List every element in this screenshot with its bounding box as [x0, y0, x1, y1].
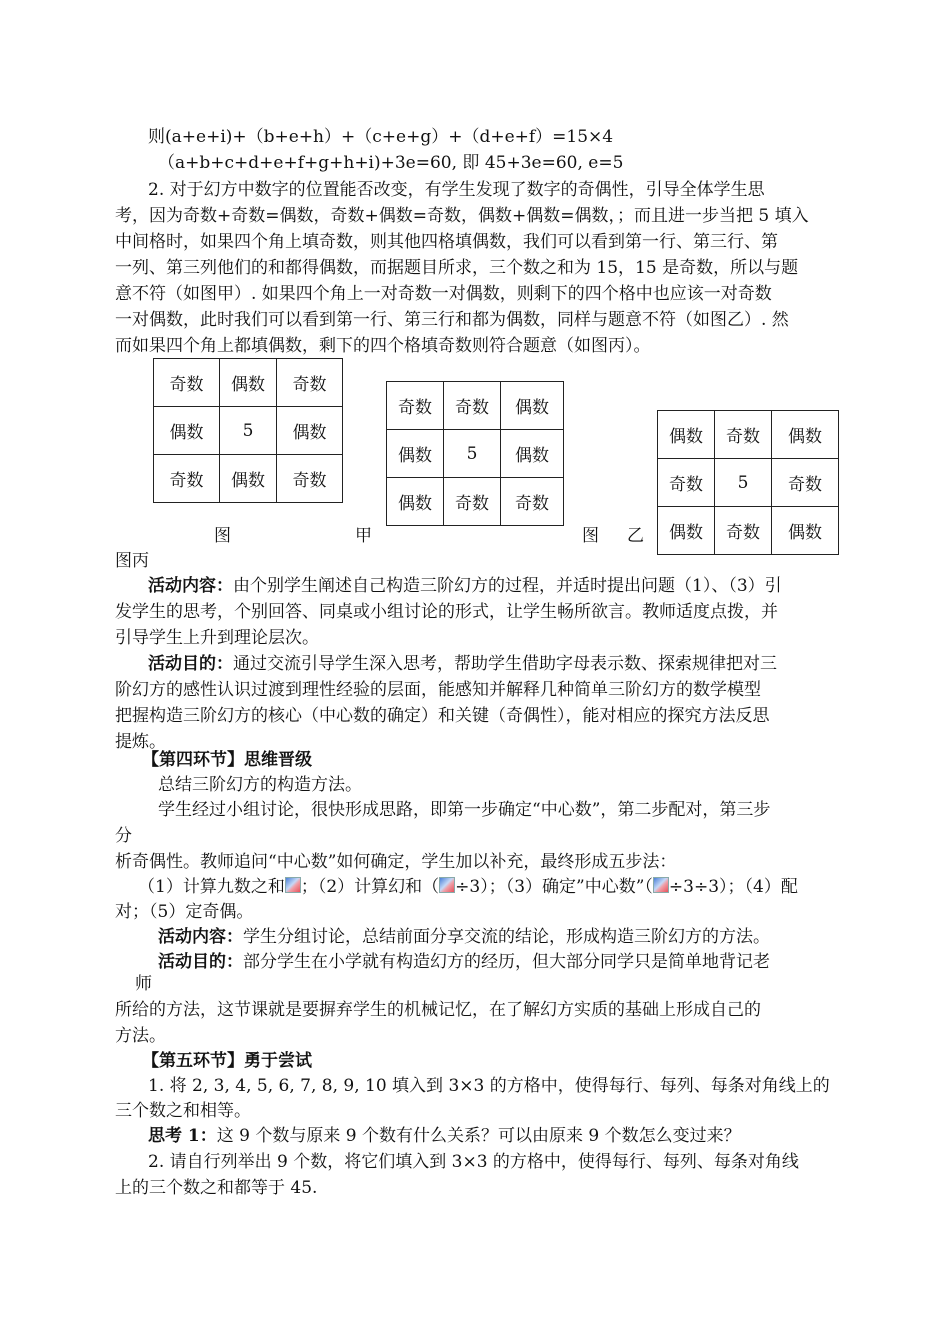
caption-yi-name: 乙	[627, 526, 644, 546]
activity-purpose-line: 把握构造三阶幻方的核心（中心数的确定）和关键（奇偶性），能对相应的探究方法反思	[115, 706, 770, 726]
section4-steps	[138, 875, 798, 899]
section4-line1: 学生经过小组讨论，很快形成思路，即第一步确定“中心数”，第二步配对，第三步	[158, 800, 771, 820]
section4-content-label: 活动内容：	[158, 927, 243, 947]
section4-purpose-text: 部分学生在小学就有构造幻方的经历，但大部分同学只是简单地背记老	[243, 952, 770, 972]
para2-line: 中间格时，如果四个角上填奇数，则其他四格填偶数，我们可以看到第一行、第三行、第	[115, 232, 778, 252]
table-cell: 奇数	[154, 359, 220, 407]
section4-steps-end: 对；（5）定奇偶。	[115, 902, 254, 922]
table-yi	[386, 381, 564, 526]
section4-purpose-cont: 所给的方法，这节课就是要摒弃学生的机械记忆，在了解幻方实质的基础上形成自己的	[115, 1000, 761, 1020]
steps-part: ÷3）；（3）确定”中心数”（	[455, 877, 653, 897]
section4-line2: 分	[115, 826, 132, 846]
activity-purpose-text: 通过交流引导学生深入思考，帮助学生借助字母表示数、探索规律把对三	[233, 654, 777, 674]
caption-jia-tu: 图	[214, 526, 231, 546]
section4-purpose-cont: 方法。	[115, 1026, 166, 1046]
section4-content	[158, 925, 770, 949]
think-label: 思考 1：	[148, 1126, 217, 1146]
steps-part: ；（2）计算幻和（	[300, 877, 440, 897]
table-cell: 奇数	[658, 459, 715, 507]
table-cell: 5	[715, 459, 772, 507]
section5-q1-line1: 1. 将 2, 3, 4, 5, 6, 7, 8, 9, 10 填入到 3×3 的方格中，使得每行、每列、每条对角线上的	[148, 1076, 830, 1096]
think-text: 这 9 个数与原来 9 个数有什么关系？可以由原来 9 个数怎么变过来？	[216, 1126, 741, 1146]
table-cell: 偶数	[501, 430, 564, 478]
activity-content-line: 引导学生上升到理论层次。	[115, 628, 319, 648]
para2-line: 意不符（如图甲）. 如果四个角上一对奇数一对偶数，则剩下的四个格中也应该一对奇数	[115, 284, 772, 304]
activity-purpose	[148, 652, 777, 676]
table-jia	[153, 358, 343, 503]
table-cell: 奇数	[444, 478, 501, 526]
table-cell: 5	[444, 430, 501, 478]
formula-line-1: 则(a+e+i)+（b+e+h）+（c+e+g）+（d+e+f）=15×4	[148, 127, 614, 147]
table-cell: 偶数	[387, 430, 444, 478]
activity-content	[148, 574, 782, 598]
caption-jia-name: 甲	[355, 526, 372, 546]
table-cell: 奇数	[277, 359, 343, 407]
section5-q2-line2: 上的三个数之和都等于 45.	[115, 1178, 318, 1198]
embedded-image-icon	[439, 877, 455, 893]
section4-heading: 【第四环节】思维晋级	[142, 750, 312, 770]
embedded-image-icon	[653, 877, 669, 893]
table-cell: 偶数	[658, 507, 715, 555]
section5-q1-line2: 三个数之和相等。	[115, 1101, 251, 1121]
table-cell: 奇数	[715, 507, 772, 555]
para2-line: 一对偶数，此时我们可以看到第一行、第三行和都为偶数，同样与题意不符（如图乙）. 然	[115, 310, 789, 330]
caption-bing: 图丙	[115, 551, 149, 571]
table-cell: 偶数	[501, 382, 564, 430]
section5-heading: 【第五环节】勇于尝试	[142, 1051, 312, 1071]
section4-purpose-cont: 师	[135, 974, 152, 994]
para2-line: 而如果四个角上都填偶数，剩下的四个格填奇数则符合题意（如图丙）。	[115, 336, 651, 356]
activity-content-text: 由个别学生阐述自己构造三阶幻方的过程，并适时提出问题（1）、（3）引	[233, 576, 782, 596]
table-bing	[657, 410, 839, 555]
table-cell: 偶数	[772, 411, 839, 459]
table-cell: 奇数	[154, 455, 220, 503]
section4-purpose	[158, 950, 770, 974]
section4-content-text: 学生分组讨论，总结前面分享交流的结论，形成构造三阶幻方的方法。	[243, 927, 770, 947]
table-cell: 奇数	[277, 455, 343, 503]
activity-purpose-line: 提炼。	[115, 732, 166, 752]
table-cell: 奇数	[387, 382, 444, 430]
steps-part: （1）计算九数之和	[138, 877, 285, 897]
caption-yi-tu: 图	[582, 526, 599, 546]
para2-line: 2. 对于幻方中数字的位置能否改变，有学生发现了数字的奇偶性，引导全体学生思	[148, 180, 765, 200]
table-cell: 奇数	[772, 459, 839, 507]
activity-content-line: 发学生的思考，个别回答、同桌或小组讨论的形式，让学生畅所欲言。教师适度点拨，并	[115, 602, 778, 622]
steps-part: ÷3÷3）；（4）配	[668, 877, 798, 897]
para2-line: 考，因为奇数+奇数=偶数，奇数+偶数=奇数，偶数+偶数=偶数，；而且进一步当把 5 填入	[115, 206, 809, 226]
section4-purpose-label: 活动目的：	[158, 952, 243, 972]
table-cell: 偶数	[387, 478, 444, 526]
formula-line-2: （a+b+c+d+e+f+g+h+i)+3e=60, 即 45+3e=60, e=5	[158, 153, 624, 173]
table-cell: 5	[220, 407, 277, 455]
table-cell: 偶数	[154, 407, 220, 455]
table-cell: 偶数	[658, 411, 715, 459]
para2-line: 一列、第三列他们的和都得偶数，而据题目所求，三个数之和为 15，15 是奇数，所以与题	[115, 258, 799, 278]
table-cell: 奇数	[715, 411, 772, 459]
activity-purpose-label: 活动目的：	[148, 654, 233, 674]
table-cell: 偶数	[277, 407, 343, 455]
table-cell: 偶数	[220, 359, 277, 407]
section5-think	[148, 1124, 741, 1148]
table-cell: 偶数	[220, 455, 277, 503]
table-cell: 偶数	[772, 507, 839, 555]
table-cell: 奇数	[501, 478, 564, 526]
embedded-image-icon	[285, 877, 301, 893]
section4-summary: 总结三阶幻方的构造方法。	[158, 775, 362, 795]
activity-content-label: 活动内容：	[148, 576, 233, 596]
activity-purpose-line: 阶幻方的感性认识过渡到理性经验的层面，能感知并解释几种简单三阶幻方的数学模型	[115, 680, 761, 700]
section5-q2-line1: 2. 请自行列举出 9 个数，将它们填入到 3×3 的方格中，使得每行、每列、每条对角线	[148, 1152, 799, 1172]
section4-line3: 析奇偶性。教师追问“中心数”如何确定，学生加以补充，最终形成五步法：	[115, 852, 677, 872]
table-cell: 奇数	[444, 382, 501, 430]
